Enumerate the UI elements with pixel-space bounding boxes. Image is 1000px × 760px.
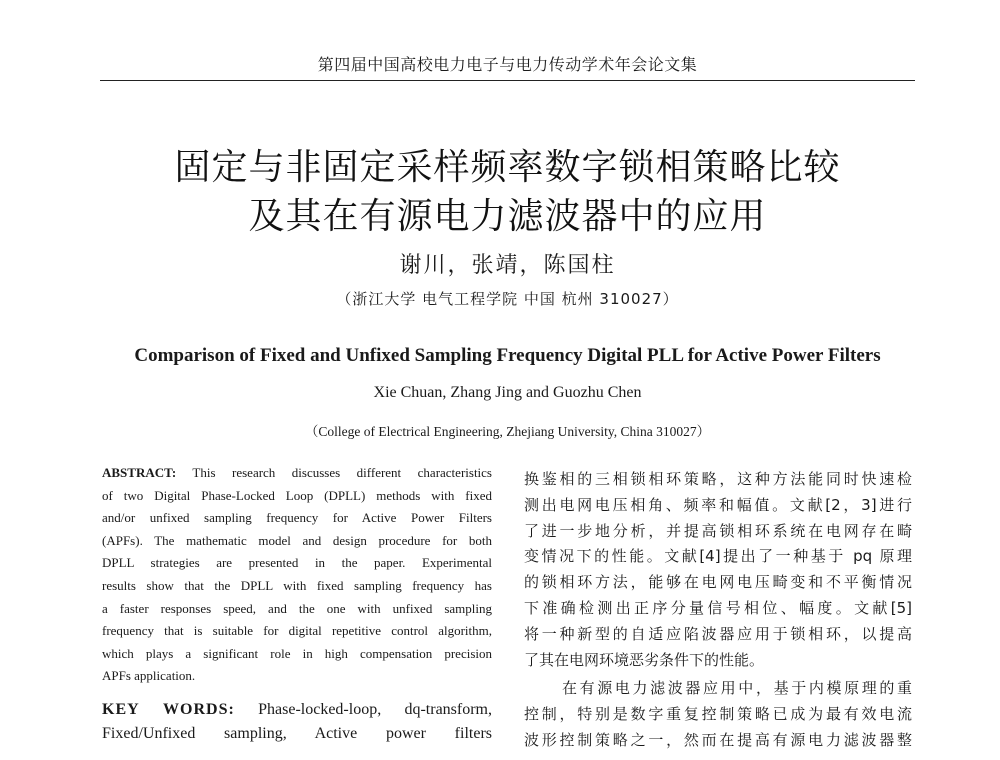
- abstract-line: and/or unfixed sampling frequency for Active Power Filters: [102, 510, 492, 526]
- body-line: 变情况下的性能。文献[4]提出了一种基于 pq 原理: [524, 547, 912, 566]
- left-column: [102, 462, 492, 746]
- body-line: 下准确检测出正序分量信号相位、幅度。文献[5]: [524, 598, 912, 617]
- keywords-line-text: Phase-locked-loop, dq-transform,: [258, 700, 493, 718]
- english-affiliation: （College of Electrical Engineering, Zhejiang University, China 310027）: [304, 424, 711, 439]
- chinese-affiliation: （浙江大学 电气工程学院 中国 杭州 310027）: [336, 290, 679, 308]
- abstract-line-text: This research discusses different characteristics: [192, 465, 492, 480]
- english-title: Comparison of Fixed and Unfixed Sampling Frequency Digital PLL for Active Power Filters: [134, 345, 881, 366]
- body-line: 了其在电网环境恶劣条件下的性能。: [524, 650, 765, 669]
- body-line: 的锁相环方法，能够在电网电压畸变和不平衡情况: [524, 573, 912, 592]
- body-line: 将一种新型的自适应陷波器应用于锁相环，以提高: [524, 624, 912, 643]
- abstract-line: (APFs). The mathematic model and design procedure for both: [102, 532, 492, 548]
- abstract-line: DPLL strategies are presented in the paper. Experimental: [102, 555, 492, 571]
- body-line: 换鉴相的三相锁相环策略，这种方法能同时快速检: [524, 470, 912, 488]
- abstract-line: of two Digital Phase-Locked Loop (DPLL) methods with fixed: [102, 487, 492, 503]
- right-column: [524, 467, 912, 754]
- chinese-title-line-1: 固定与非固定采样频率数字锁相策略比较: [174, 147, 841, 188]
- abstract-line: APFs application.: [102, 668, 196, 684]
- body-line: 在有源电力滤波器应用中，基于内模原理的重: [562, 679, 912, 698]
- chinese-title-line-2: 及其在有源电力滤波器中的应用: [248, 196, 767, 237]
- body-line: 控制，特别是数字重复控制策略已成为最有效电流: [524, 705, 912, 724]
- keywords-line: [102, 698, 492, 722]
- chinese-authors: 谢川，张靖，陈国柱: [399, 253, 616, 278]
- keywords-label: KEY WORDS:: [102, 700, 235, 718]
- chinese-title: [100, 143, 915, 241]
- abstract-line: a faster responses speed, and the one with unfixed sampling: [102, 600, 492, 616]
- abstract: [102, 462, 492, 688]
- abstract-line: which plays a significant role in high compensation precision: [102, 645, 492, 661]
- abstract-line: [102, 462, 492, 485]
- body-line: 了进一步地分析，并提高锁相环系统在电网存在畸: [524, 521, 912, 540]
- keywords: [102, 698, 492, 746]
- abstract-line: results show that the DPLL with fixed sampling frequency has: [102, 577, 492, 593]
- abstract-label: ABSTRACT:: [102, 465, 177, 480]
- header-rule: [100, 80, 915, 81]
- english-authors: Xie Chuan, Zhang Jing and Guozhu Chen: [373, 384, 642, 401]
- keywords-line: Fixed/Unfixed sampling, Active power filters: [102, 724, 492, 742]
- running-header: 第四届中国高校电力电子与电力传动学术年会论文集: [317, 55, 698, 74]
- abstract-line: frequency that is suitable for digital repetitive control algorithm,: [102, 623, 492, 639]
- body-line: 测出电网电压相角、频率和幅值。文献[2，3]进行: [524, 495, 912, 514]
- body-line: 波形控制策略之一，然而在提高有源电力滤波器整: [524, 730, 912, 749]
